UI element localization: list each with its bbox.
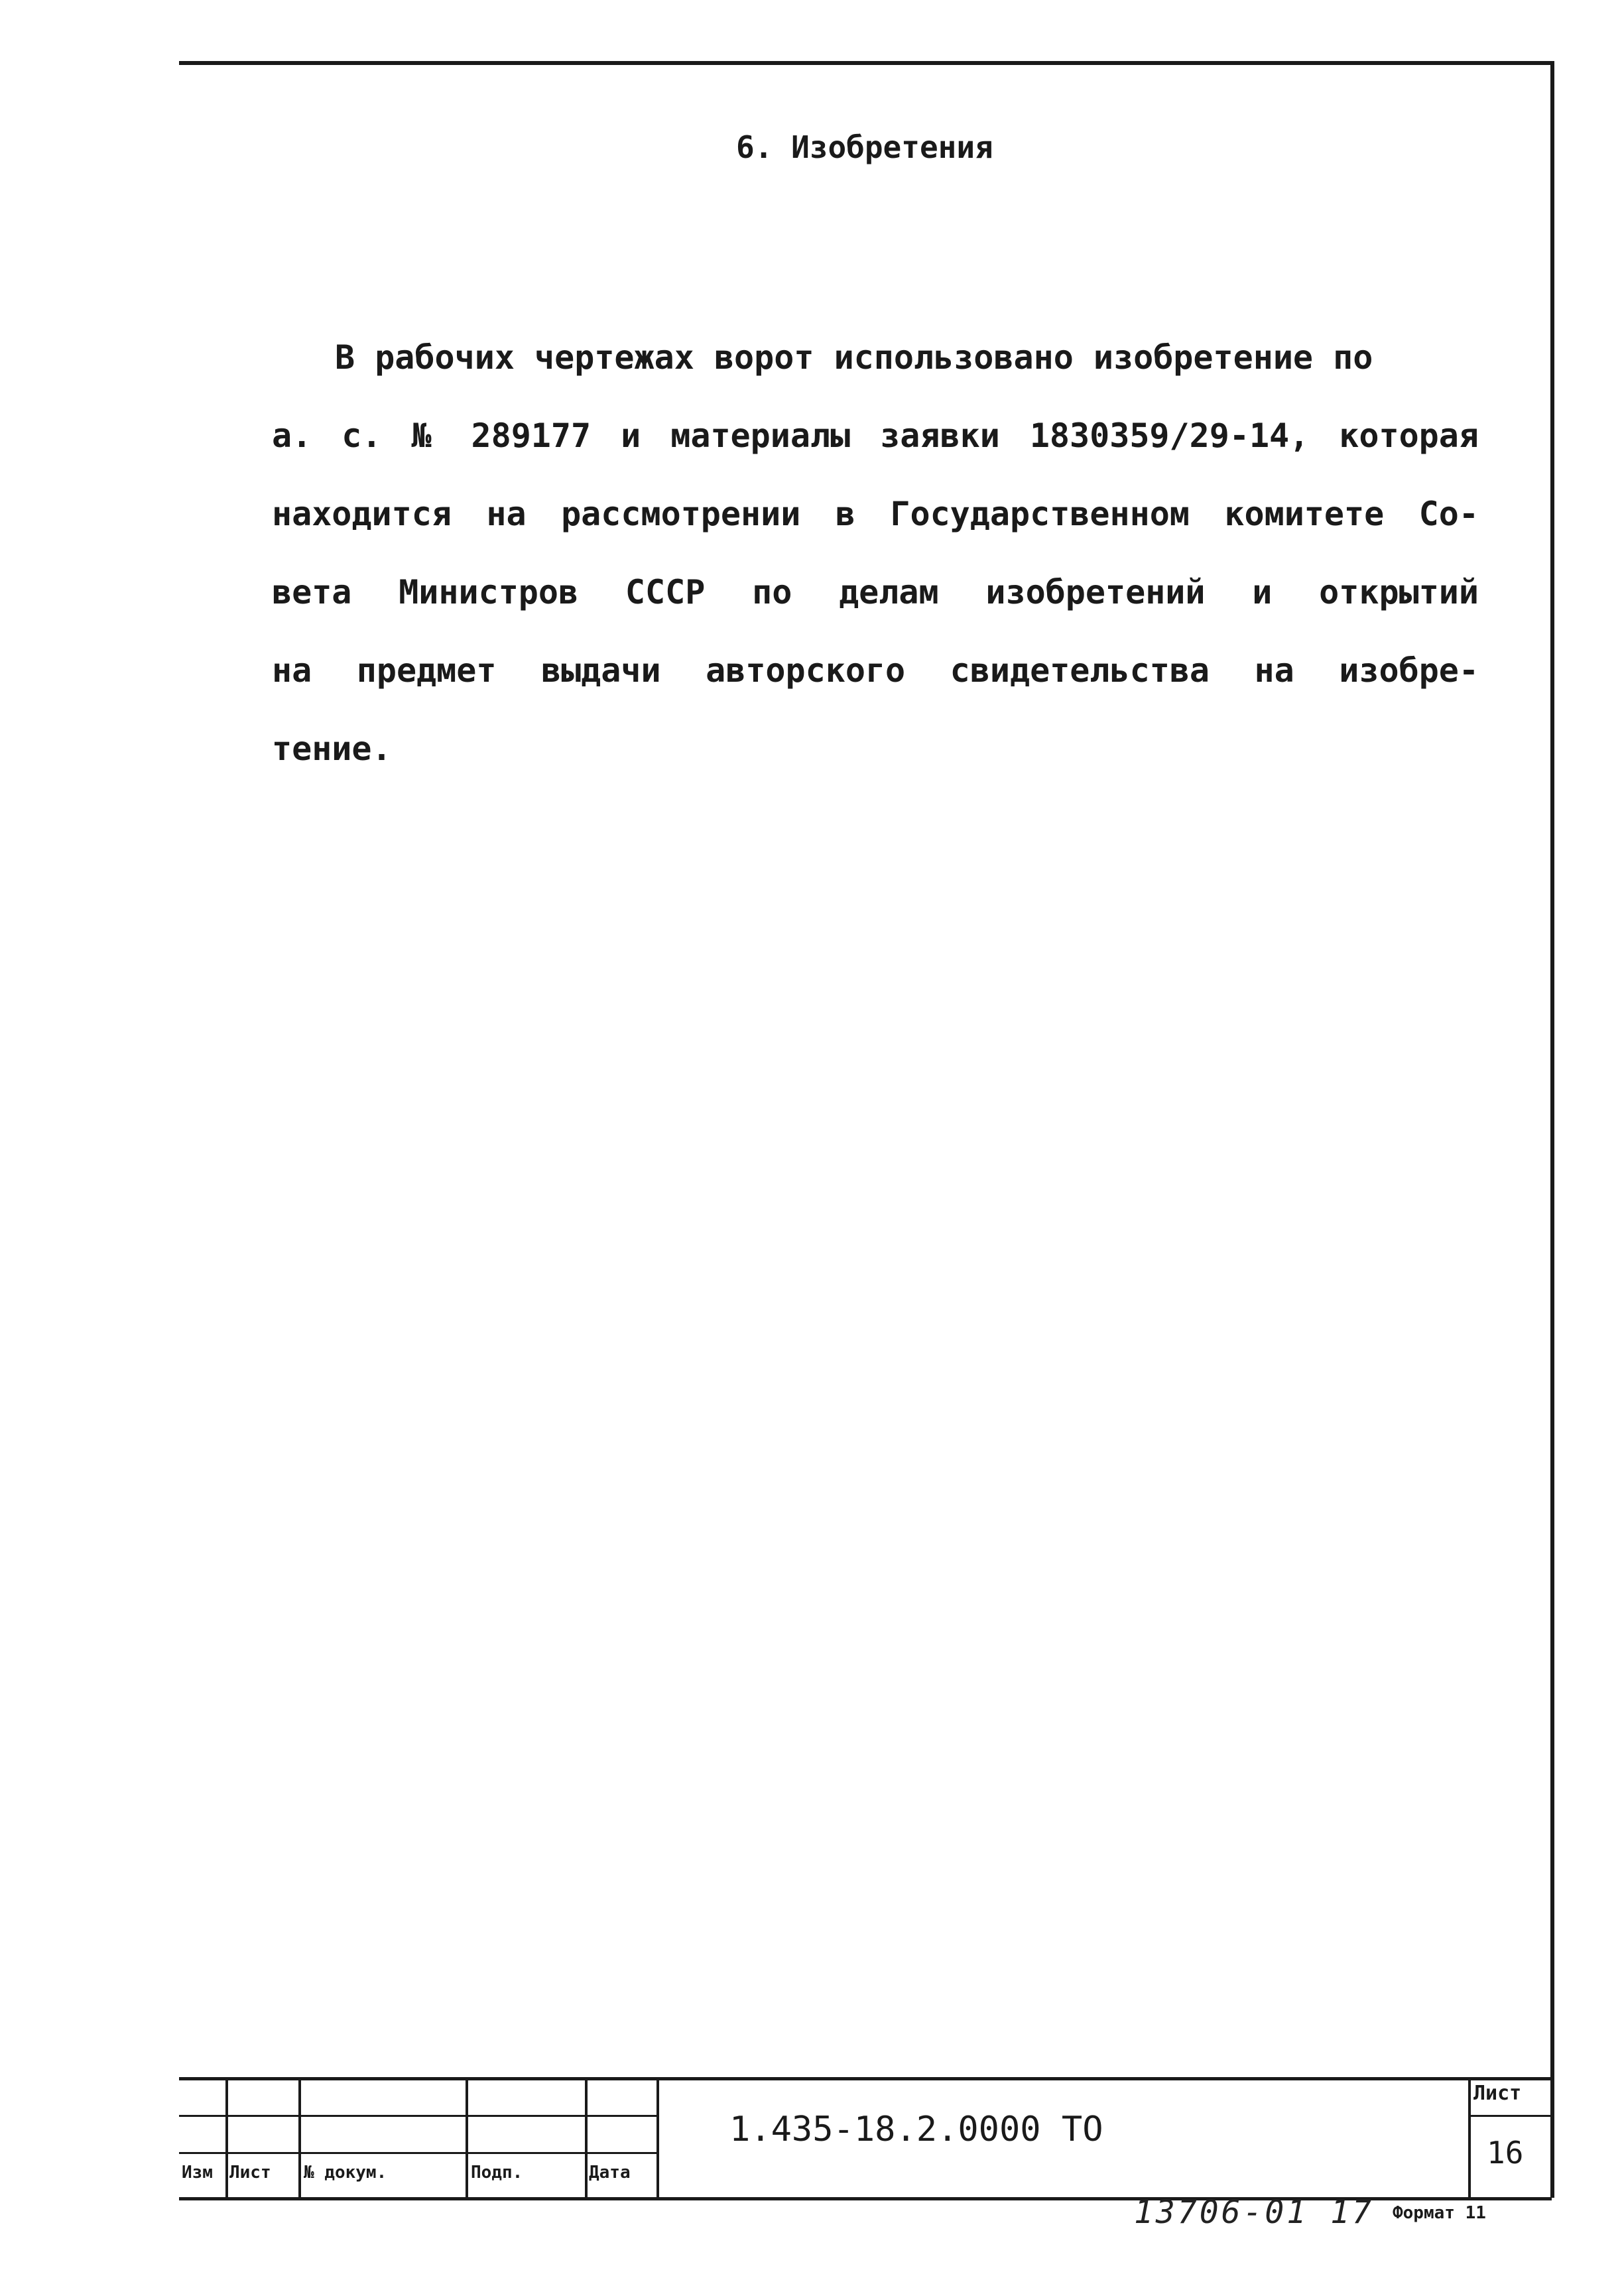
handwritten-inventory-number: 13706-01 17 (1134, 2194, 1374, 2231)
col-label-doc: № докум. (304, 2163, 387, 2183)
paragraph-line: вета Министров СССР по делам изобретений и открытий (272, 573, 1479, 611)
document-code: 1.435-18.2.0000 ТО (729, 2110, 1103, 2149)
grid-line (466, 2080, 468, 2197)
format-label: Формат 11 (1393, 2203, 1486, 2223)
body-paragraph (272, 318, 1479, 788)
sheet-label: Лист (1473, 2082, 1522, 2105)
grid-line (656, 2080, 659, 2197)
col-label-list: Лист (229, 2163, 271, 2183)
grid-line (225, 2080, 228, 2197)
paragraph-line: тение. (272, 730, 392, 768)
title-block (179, 2077, 1552, 2200)
paragraph-line: В рабочих чертежах ворот использовано изобретение по (335, 338, 1373, 377)
section-heading: 6. Изобретения (736, 129, 993, 165)
grid-line (298, 2080, 301, 2197)
col-label-date: Дата (589, 2163, 631, 2183)
sheet-number: 16 (1487, 2135, 1524, 2171)
col-label-izm: Изм (182, 2163, 213, 2183)
paragraph-line: а. с. № 289177 и материалы заявки 1830359/29-14, которая (272, 416, 1479, 455)
grid-line (1468, 2080, 1471, 2197)
grid-line (585, 2080, 588, 2197)
paragraph-line: находится на рассмотрении в Государственном комитете Со- (272, 495, 1479, 533)
grid-line (1468, 2115, 1552, 2117)
col-label-sign: Подп. (471, 2163, 523, 2183)
paragraph-line: на предмет выдачи авторского свидетельства на изобре- (272, 651, 1479, 690)
